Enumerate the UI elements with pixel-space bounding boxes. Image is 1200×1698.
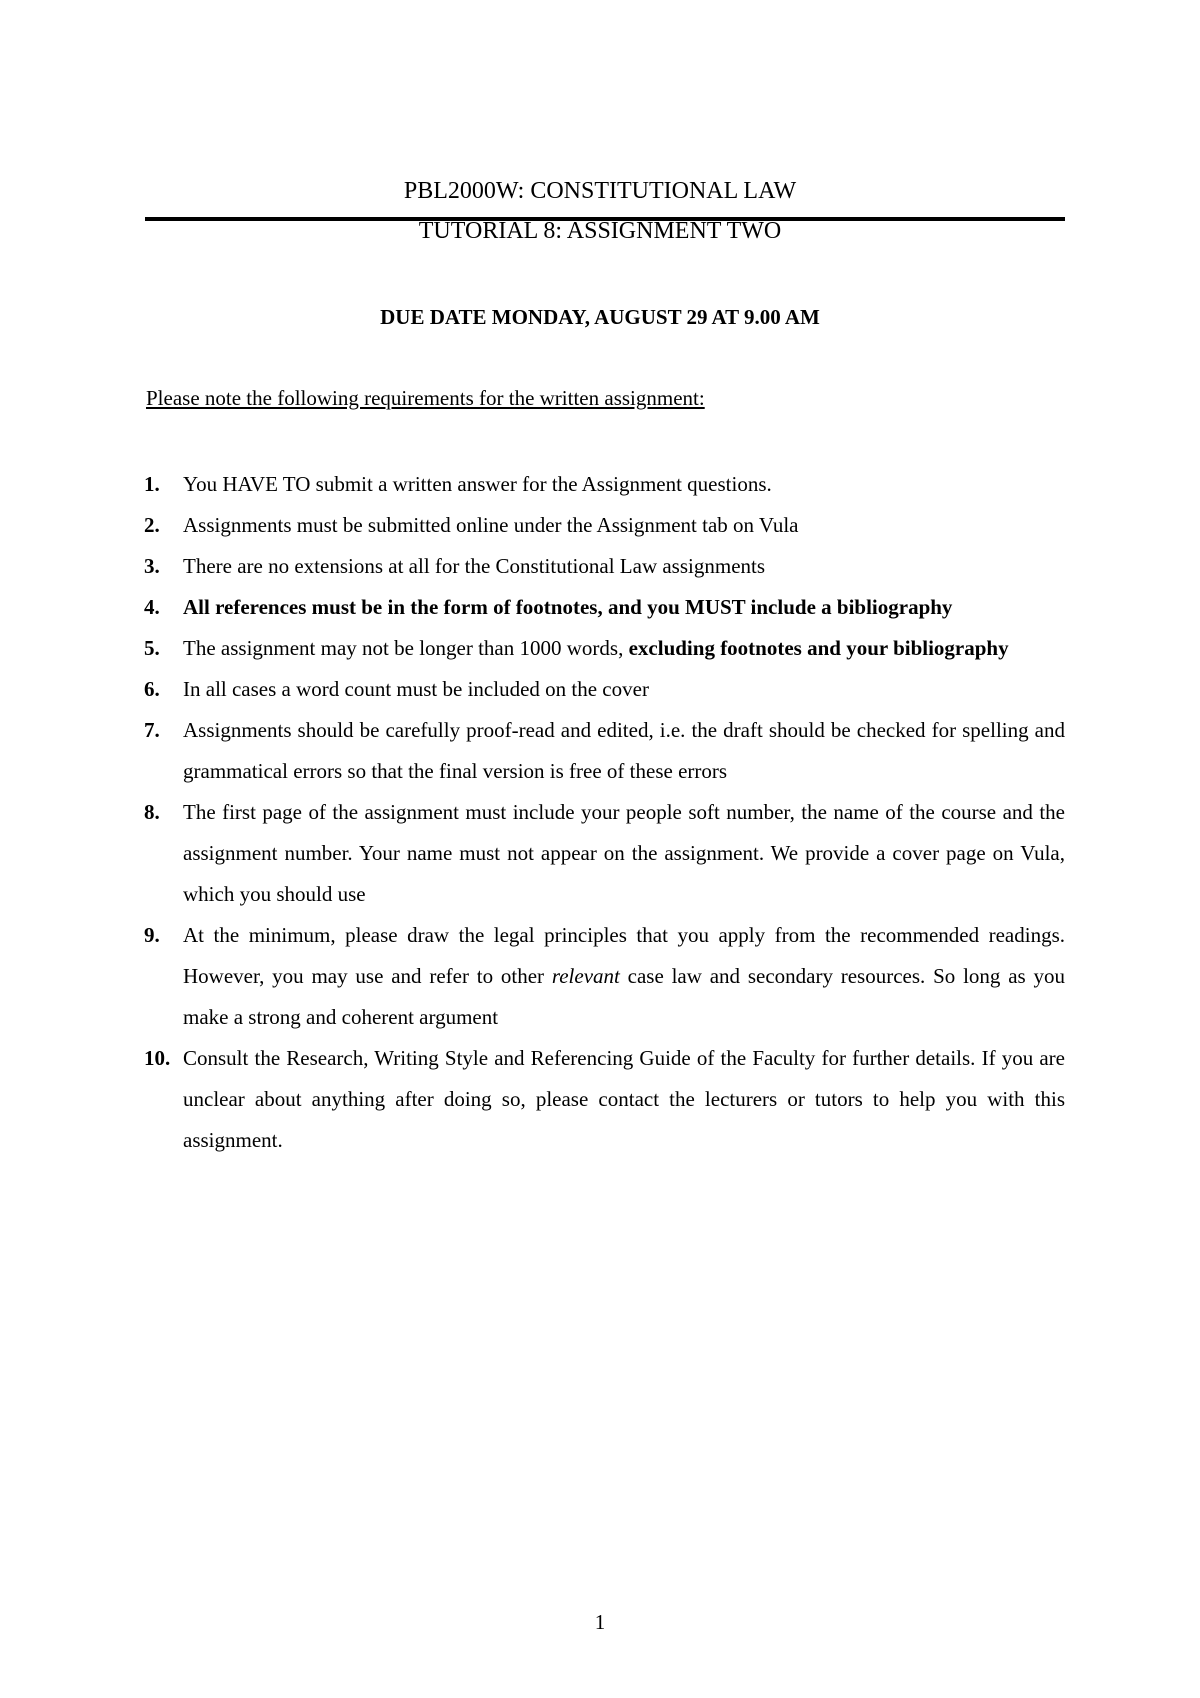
item-text: At the minimum, please draw the legal principles that you apply from the recommended readings. However, you may use and refer to other xyxy=(183,923,1065,988)
item-number: 2. xyxy=(144,513,160,537)
item-text: Consult the Research, Writing Style and Referencing Guide of the Faculty for further details. If you are unclear about anything after doing so, please contact the lecturers or tutors to help you with this assignment. xyxy=(183,1046,1065,1152)
list-item xyxy=(0,505,1065,546)
item-text: Assignments should be carefully proof-read and edited, i.e. the draft should be checked for spelling and grammatical errors so that the final version is free of these errors xyxy=(183,718,1065,783)
item-text-bold: All references must be in the form of footnotes, and you MUST include a bibliography xyxy=(183,595,953,619)
item-number: 8. xyxy=(144,800,160,824)
item-text-after: case law and secondary resources. So long as you make a strong and coherent argument xyxy=(183,964,1065,1029)
list-item xyxy=(0,1038,1065,1161)
list-item xyxy=(0,587,1065,628)
tutorial-title: TUTORIAL 8: ASSIGNMENT TWO xyxy=(418,218,782,244)
item-number: 6. xyxy=(144,677,160,701)
list-item xyxy=(0,915,1065,1038)
item-text: In all cases a word count must be included on the cover xyxy=(183,677,649,701)
item-text-bold: excluding footnotes and your bibliography xyxy=(628,636,1009,660)
course-title: PBL2000W: CONSTITUTIONAL LAW xyxy=(403,178,797,204)
requirements-list xyxy=(0,464,1200,1161)
item-text: There are no extensions at all for the Constitutional Law assignments xyxy=(183,554,766,578)
item-number: 1. xyxy=(144,472,160,496)
list-item xyxy=(0,710,1065,792)
item-number: 7. xyxy=(144,718,160,742)
list-item xyxy=(0,628,1065,669)
item-text-italic: relevant xyxy=(551,964,620,988)
item-text: You HAVE TO submit a written answer for the Assignment questions. xyxy=(183,472,772,496)
item-number: 5. xyxy=(144,636,160,660)
item-text: The assignment may not be longer than 1000 words, xyxy=(183,636,629,660)
list-item xyxy=(0,792,1065,915)
item-text: The first page of the assignment must include your people soft number, the name of the course and the assignment number. Your name must not appear on the assignment. We provide a cover page on Vula, which you should use xyxy=(183,800,1065,906)
page-number: 1 xyxy=(594,1610,606,1634)
list-item xyxy=(0,546,1065,587)
requirements-intro: Please note the following requirements for the written assignment: xyxy=(146,386,705,410)
due-date: DUE DATE MONDAY, AUGUST 29 AT 9.00 AM xyxy=(380,305,820,329)
item-number: 4. xyxy=(144,595,160,619)
item-number: 10. xyxy=(144,1046,171,1070)
list-item xyxy=(0,669,1065,710)
item-number: 3. xyxy=(144,554,160,578)
item-text: Assignments must be submitted online under the Assignment tab on Vula xyxy=(183,513,799,537)
list-item xyxy=(0,464,1065,505)
item-number: 9. xyxy=(144,923,160,947)
